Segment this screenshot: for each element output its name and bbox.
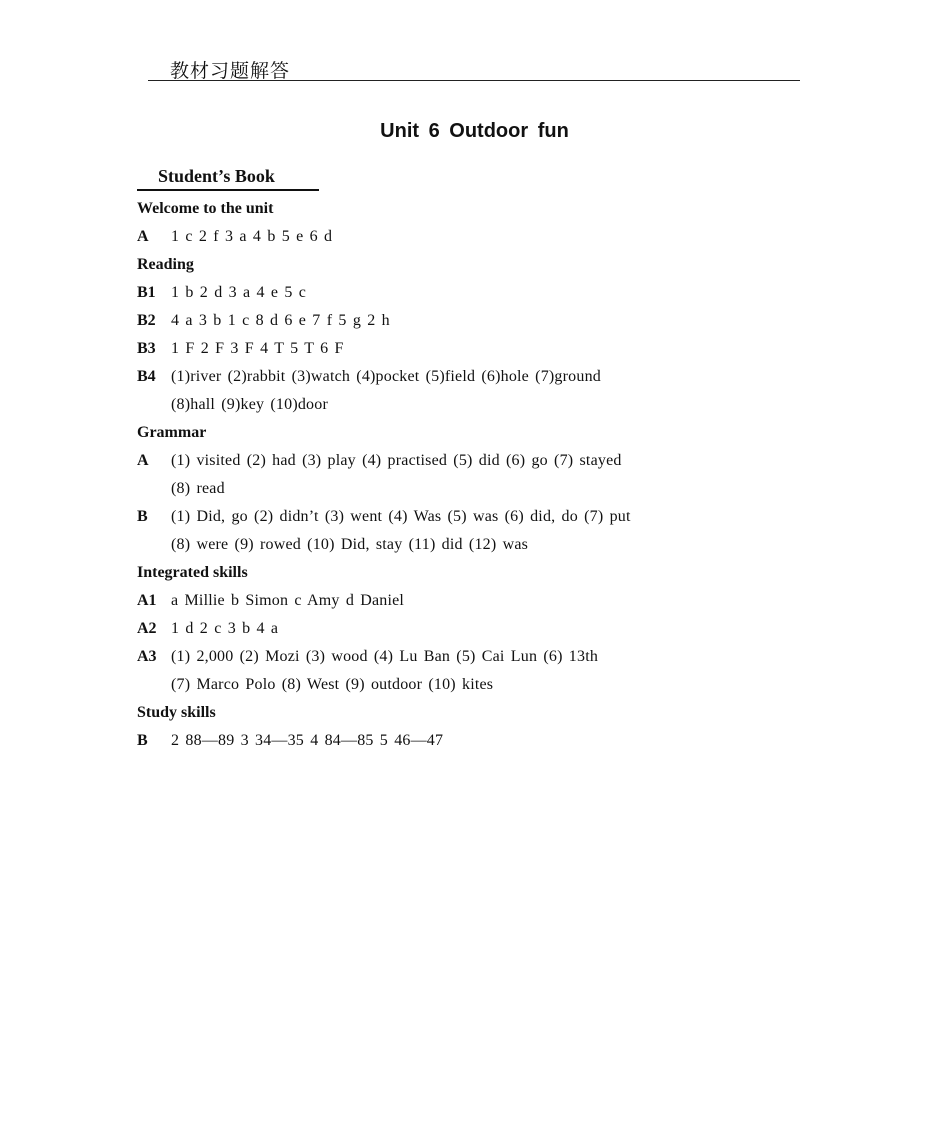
answer-continuation <box>137 671 817 699</box>
answer-line <box>137 279 817 307</box>
answer-label: B1 <box>137 284 156 301</box>
answer-text: (7) Marco Polo (8) West (9) outdoor (10) kites <box>171 676 494 693</box>
answer-text: (8) were (9) rowed (10) Did, stay (11) did (12) was <box>171 536 529 553</box>
answer-label: B2 <box>137 312 156 329</box>
answer-label: A2 <box>137 620 157 637</box>
answer-text: a Millie b Simon c Amy d Daniel <box>171 592 405 609</box>
answer-text: 2 88—89 3 34—35 4 84—85 5 46—47 <box>171 732 444 749</box>
answer-text: (1) visited (2) had (3) play (4) practised (5) did (6) go (7) stayed <box>171 452 622 469</box>
answer-text: 1 d 2 c 3 b 4 a <box>171 620 279 637</box>
answer-line <box>137 223 817 251</box>
answer-line <box>137 363 817 391</box>
answer-label: A3 <box>137 648 157 665</box>
answer-label: B3 <box>137 340 156 357</box>
section-heading: Grammar <box>137 424 207 441</box>
answer-line <box>137 307 817 335</box>
page-header <box>148 54 800 81</box>
section-heading: Integrated skills <box>137 564 248 581</box>
answer-text: (1) 2,000 (2) Mozi (3) wood (4) Lu Ban (5) Cai Lun (6) 13th <box>171 648 599 665</box>
unit-title: Unit 6 Outdoor fun <box>380 120 569 142</box>
book-section-title <box>137 166 319 191</box>
answer-label: B <box>137 732 148 749</box>
answer-text: 1 c 2 f 3 a 4 b 5 e 6 d <box>171 228 333 245</box>
section-heading: Welcome to the unit <box>137 200 274 217</box>
header-title: 教材习题解答 <box>170 60 291 82</box>
answer-content <box>137 195 817 755</box>
answer-text: 4 a 3 b 1 c 8 d 6 e 7 f 5 g 2 h <box>171 312 390 329</box>
answer-text: 1 F 2 F 3 F 4 T 5 T 6 F <box>171 340 344 357</box>
answer-line <box>137 503 817 531</box>
answer-label: A <box>137 228 149 245</box>
answer-line <box>137 615 817 643</box>
answer-label: B <box>137 508 148 525</box>
answer-line <box>137 587 817 615</box>
section-heading: Study skills <box>137 704 216 721</box>
answer-text: (8)hall (9)key (10)door <box>171 396 328 413</box>
answer-line <box>137 335 817 363</box>
answer-label: A1 <box>137 592 157 609</box>
answer-continuation <box>137 475 817 503</box>
book-title-text: Student’s Book <box>158 166 275 186</box>
answer-text: (1)river (2)rabbit (3)watch (4)pocket (5)field (6)hole (7)ground <box>171 368 601 385</box>
answer-text: 1 b 2 d 3 a 4 e 5 c <box>171 284 307 301</box>
answer-label: A <box>137 452 149 469</box>
answer-line <box>137 447 817 475</box>
answer-label: B4 <box>137 368 156 385</box>
answer-line <box>137 643 817 671</box>
section-heading: Reading <box>137 256 194 273</box>
answer-line <box>137 727 817 755</box>
answer-text: (8) read <box>171 480 225 497</box>
answer-text: (1) Did, go (2) didn’t (3) went (4) Was (5) was (6) did, do (7) put <box>171 508 631 525</box>
answer-continuation <box>137 391 817 419</box>
answer-continuation <box>137 531 817 559</box>
